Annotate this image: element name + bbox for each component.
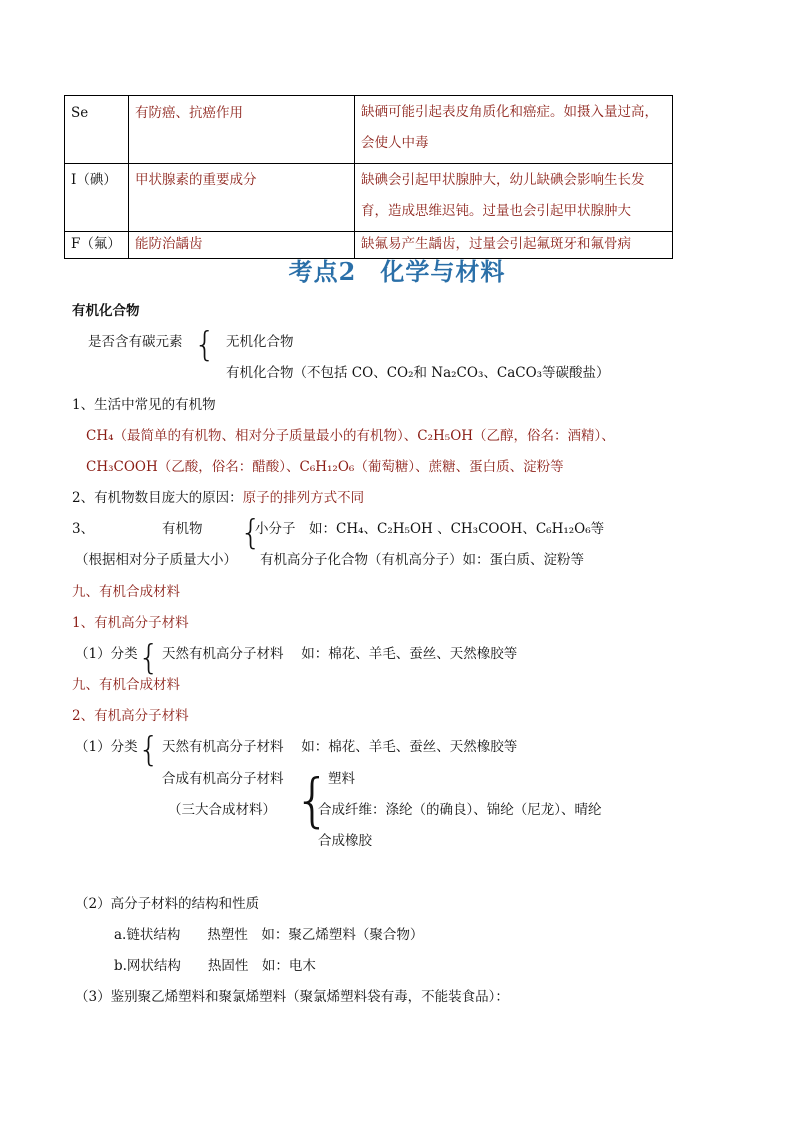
table-row (65, 164, 673, 232)
plastic-label: 塑料 (328, 771, 355, 787)
table-row (65, 232, 673, 259)
function-cell: 能防治龋齿 (129, 232, 355, 259)
function-cell: 甲状腺素的重要成分 (129, 164, 355, 232)
title-text: 化学与材料 (380, 257, 506, 286)
synth-sub-a: 1、有机高分子材料 (72, 615, 189, 631)
title-prefix: 考点 (288, 257, 339, 286)
effect-cell: 缺碘会引起甲状腺肿大，幼儿缺碘会影响生长发育，造成思维迟钝。过量也会引起甲状腺肿大 (355, 164, 673, 232)
item1-heading: 1、生活中常见的有机物 (72, 397, 216, 413)
item3-large: 有机高分子化合物（有机高分子）如：蛋白质、淀粉等 (260, 552, 584, 568)
brace-icon: { (138, 730, 160, 770)
rubber-label: 合成橡胶 (318, 833, 372, 849)
element-cell: I（碘） (65, 164, 129, 232)
element-cell: F（氟） (65, 232, 129, 259)
item2-label: 2、有机物数目庞大的原因： (72, 490, 243, 506)
synth-sub-b: 2、有机高分子材料 (72, 708, 189, 724)
carbon-question: 是否含有碳元素 (88, 334, 183, 350)
item2 (72, 490, 364, 506)
item3-label: 有机物 (162, 521, 203, 537)
title-number: 2 (338, 257, 357, 286)
effect-cell: 缺硒可能引起表皮角质化和癌症。如摄入量过高，会使人中毒 (355, 96, 673, 164)
linear-structure: a.链状结构 热塑性 如：聚乙烯塑料（聚合物） (114, 927, 424, 943)
inorganic-label: 无机化合物 (226, 334, 294, 350)
natural-b: 天然有机高分子材料 如：棉花、羊毛、蚕丝、天然橡胶等 (162, 739, 518, 755)
item3-number: 3、 (72, 521, 95, 537)
element-cell: Se (65, 96, 129, 164)
classify-b: （1）分类 (75, 739, 138, 755)
section-title (0, 258, 794, 287)
network-structure: b.网状结构 热固性 如：电木 (114, 958, 316, 974)
synth-heading-b: 九、有机合成材料 (72, 677, 180, 693)
brace-icon: { (294, 766, 331, 834)
fiber-label: 合成纤维：涤纶（的确良）、锦纶（尼龙）、晴纶 (318, 802, 602, 818)
structure-heading: （2）高分子材料的结构和性质 (75, 896, 260, 912)
natural-a: 天然有机高分子材料 如：棉花、羊毛、蚕丝、天然橡胶等 (162, 646, 518, 662)
classify-a: （1）分类 (75, 646, 138, 662)
brace-icon: { (194, 325, 216, 365)
item2-value: 原子的排列方式不同 (242, 490, 365, 506)
function-cell: 有防癌、抗癌作用 (129, 96, 355, 164)
effect-cell: 缺氟易产生龋齿，过量会引起氟斑牙和氟骨病 (355, 232, 673, 259)
three-synthetic-note: （三大合成材料） (168, 802, 276, 818)
organic-compound-label: 有机化合物（不包括 CO、CO₂和 Na₂CO₃、CaCO₃等碳酸盐） (226, 365, 610, 381)
item3-subnote: （根据相对分子质量大小） (75, 552, 237, 568)
synthetic-label: 合成有机高分子材料 (162, 771, 284, 787)
synth-heading-a: 九、有机合成材料 (72, 584, 180, 600)
identify-heading: （3）鉴别聚乙烯塑料和聚氯烯塑料（聚氯烯塑料袋有毒，不能装食品）： (75, 989, 509, 1005)
brace-icon: { (138, 638, 160, 678)
item1-line1: CH₄（最简单的有机物、相对分子质量最小的有机物）、C₂H₅OH（乙醇，俗名：酒精）、 (86, 428, 615, 444)
table-row (65, 96, 673, 164)
organic-heading: 有机化合物 (72, 303, 140, 319)
item1-line2: CH₃COOH（乙酸，俗名：醋酸）、C₆H₁₂O₆（葡萄糖）、蔗糖、蛋白质、淀粉等 (86, 459, 564, 475)
trace-element-table (64, 95, 673, 259)
item3-small: 小分子 如：CH₄、C₂H₅OH 、CH₃COOH、C₆H₁₂O₆等 (255, 521, 605, 537)
brace-icon: { (240, 513, 262, 553)
